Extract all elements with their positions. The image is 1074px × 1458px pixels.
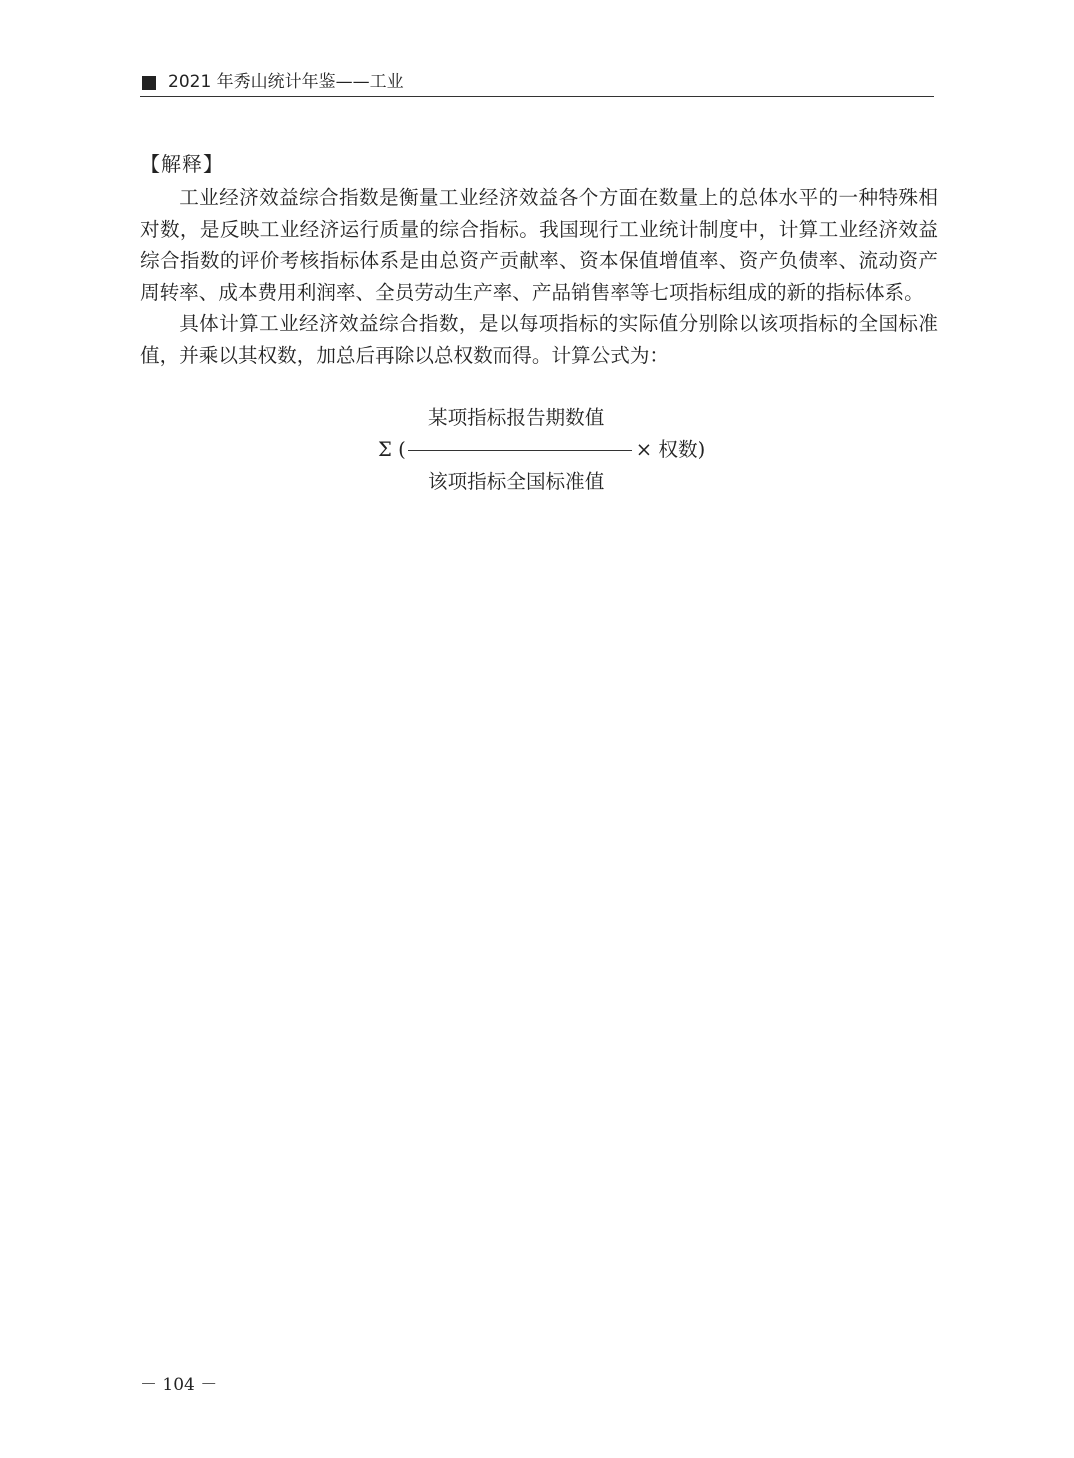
header-square-icon [142, 76, 156, 90]
formula-numerator: 某项指标报告期数值 [428, 406, 605, 429]
page-number: － 104 － [140, 1375, 218, 1395]
page-header [140, 70, 934, 97]
paragraph-definition: 工业经济效益综合指数是衡量工业经济效益各个方面在数量上的总体水平的一种特殊相对数，是反映工业经济运行质量的综合指标。我国现行工业统计制度中，计算工业经济效益综合指数的评价考核指标体系是由总资产贡献率、资本保值增值率、资产负债率、流动资产周转率、成本费用利润率、全员劳动生产率、产品销售率等七项指标组成的新的指标体系。 [140, 186, 938, 304]
section-title: 【解释】 [140, 152, 224, 176]
page-content [140, 148, 938, 371]
header-title: 2021 年秀山统计年鉴——工业 [168, 72, 404, 92]
fraction-bar [408, 450, 632, 451]
formula-body [378, 436, 705, 464]
formula-prefix: Σ ( [378, 438, 406, 461]
paragraph-calculation: 具体计算工业经济效益综合指数，是以每项指标的实际值分别除以该项指标的全国标准值，并乘以其权数，加总后再除以总权数而得。计算公式为： [140, 312, 938, 367]
formula-denominator: 该项指标全国标准值 [428, 470, 605, 493]
formula [370, 404, 710, 494]
formula-suffix: × 权数) [635, 438, 706, 461]
